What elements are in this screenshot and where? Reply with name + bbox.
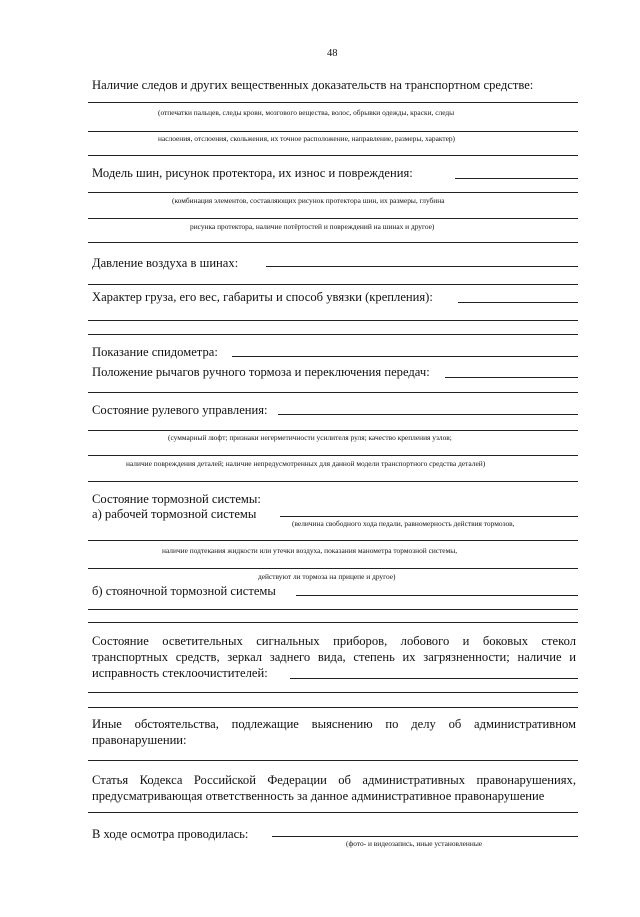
lights-label: Состояние осветительных сигнальных приборов, лобового и боковых стекол транспортных средств, зеркал заднего вида, степень их загрязненности; наличие и исправность стеклоочистителей: — [92, 634, 576, 680]
steering-line-1[interactable] — [278, 414, 578, 415]
brakes-parking-line-3[interactable] — [88, 622, 578, 623]
cargo-line-2[interactable] — [88, 320, 578, 321]
tires-line-2[interactable] — [88, 192, 578, 193]
tires-label: Модель шин, рисунок протектора, их износ и повреждения: — [92, 166, 413, 180]
tires-line-1[interactable] — [455, 178, 578, 179]
traces-label: Наличие следов и других вещественных доказательств на транспортном средстве: — [92, 78, 534, 92]
levers-label: Положение рычагов ручного тормоза и переключения передач: — [92, 365, 430, 379]
steering-hint-2: наличие повреждения деталей; наличие непредусмотренных для данной модели транспортного средства деталей) — [126, 459, 486, 468]
other-label: Иные обстоятельства, подлежащие выяснению по делу об административном правонарушении: — [92, 717, 576, 747]
traces-line-3[interactable] — [88, 155, 578, 156]
recording-line[interactable] — [272, 836, 578, 837]
lights-line-1[interactable] — [290, 678, 578, 679]
cargo-label: Характер груза, его вес, габариты и способ увязки (крепления): — [92, 290, 433, 304]
tires-line-4[interactable] — [88, 242, 578, 243]
traces-hint-1: (отпечатки пальцев, следы крови, мозгового вещества, волос, обрывки одежды, краски, следы — [158, 108, 455, 117]
cargo-line-3[interactable] — [88, 334, 578, 335]
steering-line-2[interactable] — [88, 430, 578, 431]
brakes-service-line-3[interactable] — [88, 568, 578, 569]
tires-hint-2: рисунка протектора, наличие потёртостей и повреждений на шинах и другое) — [190, 222, 435, 231]
steering-hint-1: (суммарный люфт; признаки негерметичности усилителя руля; качество крепления узлов; — [168, 433, 452, 442]
other-line[interactable] — [88, 760, 578, 761]
brakes-hint-3: действуют ли тормоза на прицепе и другое) — [258, 572, 396, 581]
steering-line-4[interactable] — [88, 481, 578, 482]
cargo-line-1[interactable] — [458, 302, 578, 303]
steering-line-3[interactable] — [88, 455, 578, 456]
brakes-service-line-1[interactable] — [280, 516, 578, 517]
brakes-label: Состояние тормозной системы: — [92, 492, 261, 506]
brakes-service-line-2[interactable] — [88, 540, 578, 541]
traces-hint-2: наслоения, отслоения, скольжения, их точное расположение, направление, размеры, характер) — [158, 134, 456, 143]
lights-line-3[interactable] — [88, 707, 578, 708]
traces-line-2[interactable] — [88, 131, 578, 132]
article-line[interactable] — [88, 812, 578, 813]
levers-line-2[interactable] — [88, 392, 578, 393]
article-label: Статья Кодекса Российской Федерации об административных правонарушениях, предусматривающая ответственность за данное административное правонарушение — [92, 773, 576, 803]
steering-label: Состояние рулевого управления: — [92, 403, 268, 417]
pressure-line-2[interactable] — [88, 284, 578, 285]
pressure-label: Давление воздуха в шинах: — [92, 256, 239, 270]
recording-hint: (фото- и видеозапись, иные установленные — [346, 839, 483, 848]
speedometer-line[interactable] — [232, 356, 578, 357]
traces-line-1[interactable] — [88, 102, 578, 103]
pressure-line-1[interactable] — [266, 266, 578, 267]
brakes-parking-line-2[interactable] — [88, 609, 578, 610]
brakes-service-label: а) рабочей тормозной системы — [92, 507, 257, 521]
brakes-hint-1: (величина свободного хода педали, равномерность действия тормозов, — [292, 519, 515, 528]
recording-label: В ходе осмотра проводилась: — [92, 827, 249, 841]
lights-line-2[interactable] — [88, 692, 578, 693]
tires-hint-1: (комбинация элементов, составляющих рисунок протектора шин, их размеры, глубина — [172, 196, 445, 205]
brakes-parking-line-1[interactable] — [296, 595, 578, 596]
speedometer-label: Показание спидометра: — [92, 345, 218, 359]
page-number: 48 — [327, 48, 338, 59]
tires-line-3[interactable] — [88, 218, 578, 219]
brakes-parking-label: б) стояночной тормозной системы — [92, 584, 276, 598]
brakes-hint-2: наличие подтекания жидкости или утечки воздуха, показания манометра тормозной системы, — [162, 546, 458, 555]
levers-line-1[interactable] — [445, 377, 578, 378]
